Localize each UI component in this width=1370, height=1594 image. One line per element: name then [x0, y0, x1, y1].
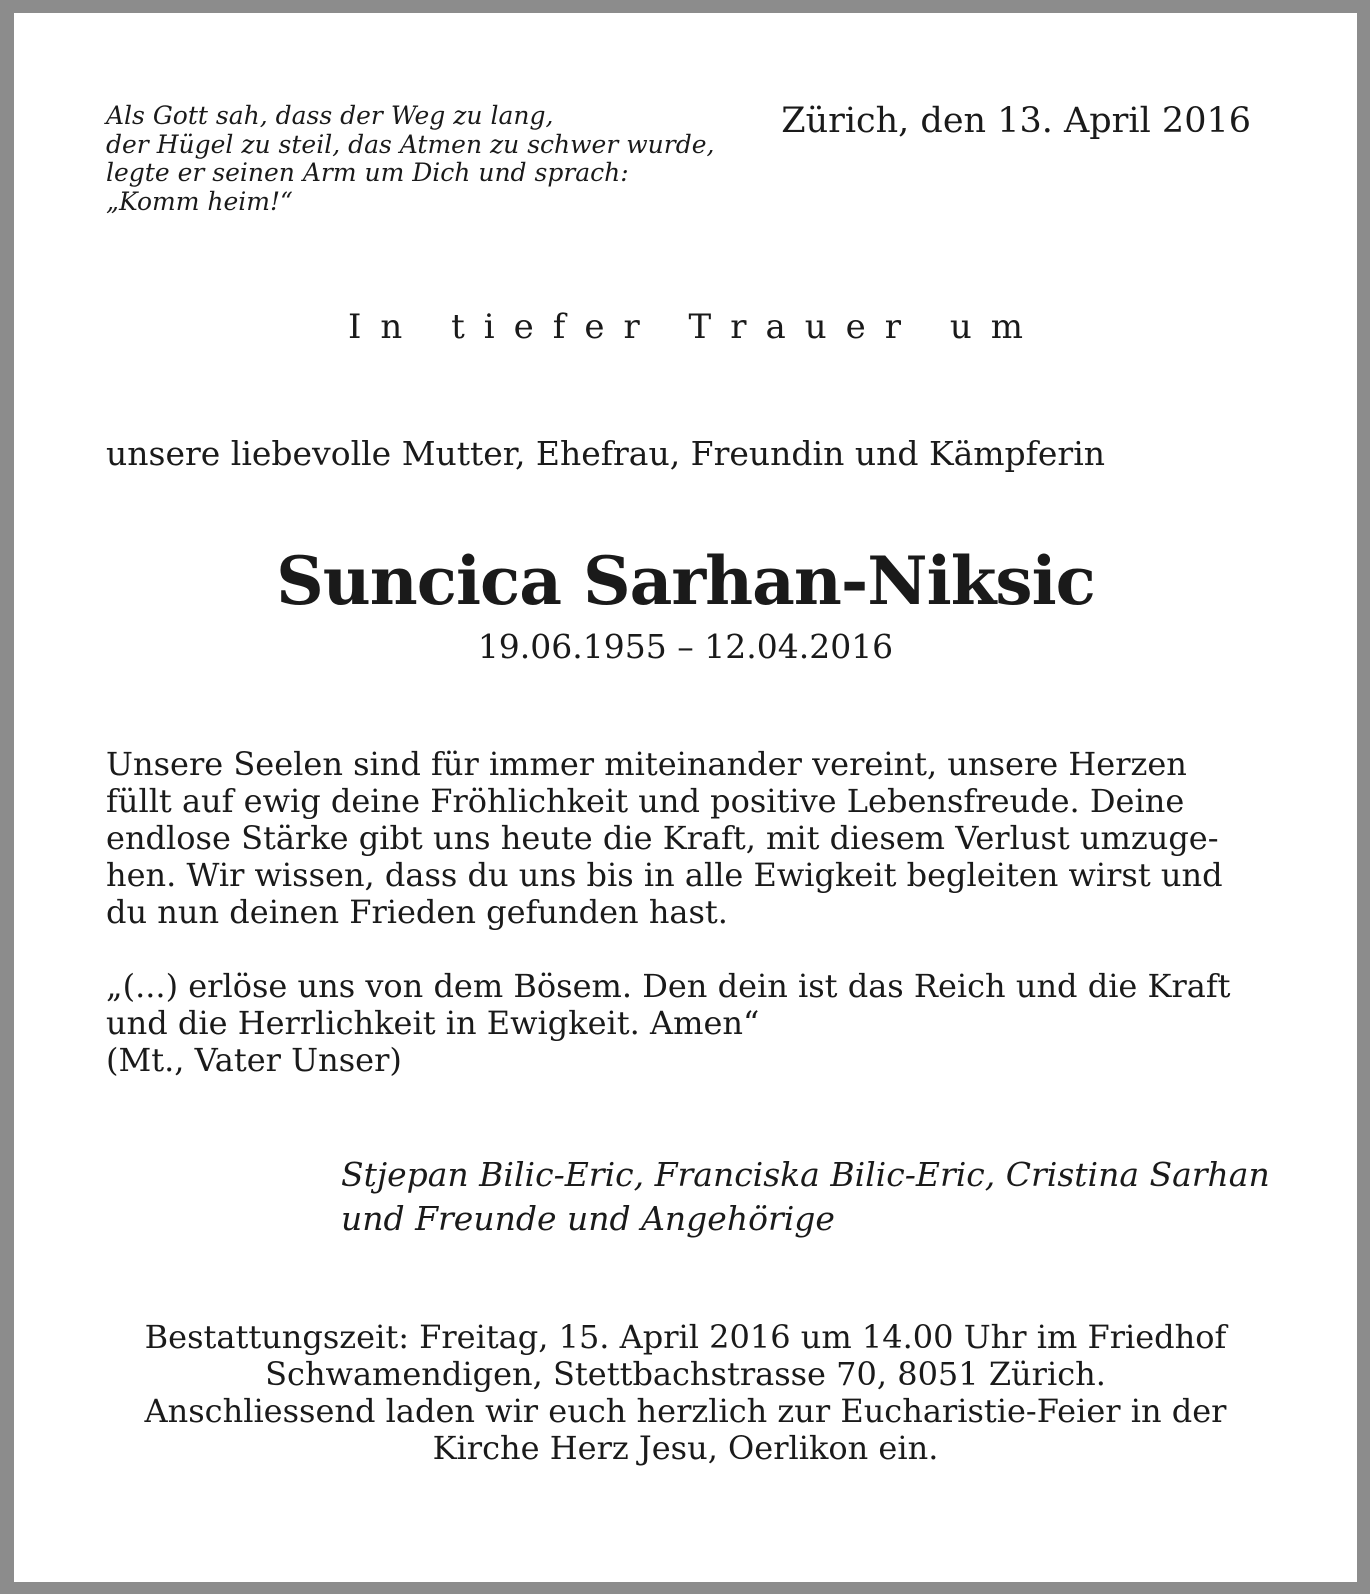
obituary-page	[14, 13, 1357, 1582]
signer-line: Stjepan Bilic-Eric, Franciska Bilic-Eric, Cristina Sarhan	[341, 1155, 1270, 1194]
deceased-name: Suncica Sarhan-Niksic	[276, 542, 1095, 620]
prayer-line: „(...) erlöse uns von dem Bösem. Den dein ist das Reich und die Kraft	[106, 967, 1231, 1005]
life-dates: 19.06.1955 – 12.04.2016	[477, 627, 894, 666]
tribute-line: du nun deinen Frieden gefunden hast.	[106, 893, 728, 931]
quote-line: legte er seinen Arm um Dich und sprach:	[106, 158, 629, 187]
funeral-line: Schwamendigen, Stettbachstrasse 70, 8051 Zürich.	[265, 1355, 1106, 1393]
quote-line: der Hügel zu steil, das Atmen zu schwer wurde,	[106, 129, 715, 159]
funeral-line: Anschliessend laden wir euch herzlich zur Eucharistie-Feier in der	[144, 1392, 1227, 1430]
quote-line: Als Gott sah, dass der Weg zu lang,	[106, 101, 554, 130]
mourning-heading: In tiefer Trauer um	[348, 307, 1042, 347]
tribute-line: Unsere Seelen sind für immer miteinander vereint, unsere Herzen	[106, 745, 1187, 783]
quote-line: „Komm heim!“	[106, 186, 293, 216]
prayer-source: (Mt., Vater Unser)	[106, 1041, 402, 1079]
signers	[341, 1153, 1270, 1241]
signer-line: und Freunde und Angehörige	[341, 1199, 835, 1238]
prayer-quote	[106, 968, 1256, 1079]
prayer-line: und die Herrlichkeit in Ewigkeit. Amen“	[106, 1004, 760, 1042]
tribute-paragraph	[106, 746, 1256, 931]
opening-quote	[106, 102, 746, 216]
relation-line: unsere liebevolle Mutter, Ehefrau, Freundin und Kämpferin	[106, 434, 1106, 473]
funeral-line: Kirche Herz Jesu, Oerlikon ein.	[432, 1429, 939, 1467]
tribute-line: endlose Stärke gibt uns heute die Kraft, mit diesem Verlust umzuge-	[106, 819, 1219, 857]
funeral-details	[14, 1319, 1357, 1467]
funeral-line: Bestattungszeit: Freitag, 15. April 2016 um 14.00 Uhr im Friedhof	[144, 1318, 1227, 1356]
place-date: Zürich, den 13. April 2016	[781, 101, 1251, 141]
tribute-line: füllt auf ewig deine Fröhlichkeit und positive Lebensfreude. Deine	[106, 782, 1185, 820]
tribute-line: hen. Wir wissen, dass du uns bis in alle Ewigkeit begleiten wirst und	[106, 856, 1223, 894]
